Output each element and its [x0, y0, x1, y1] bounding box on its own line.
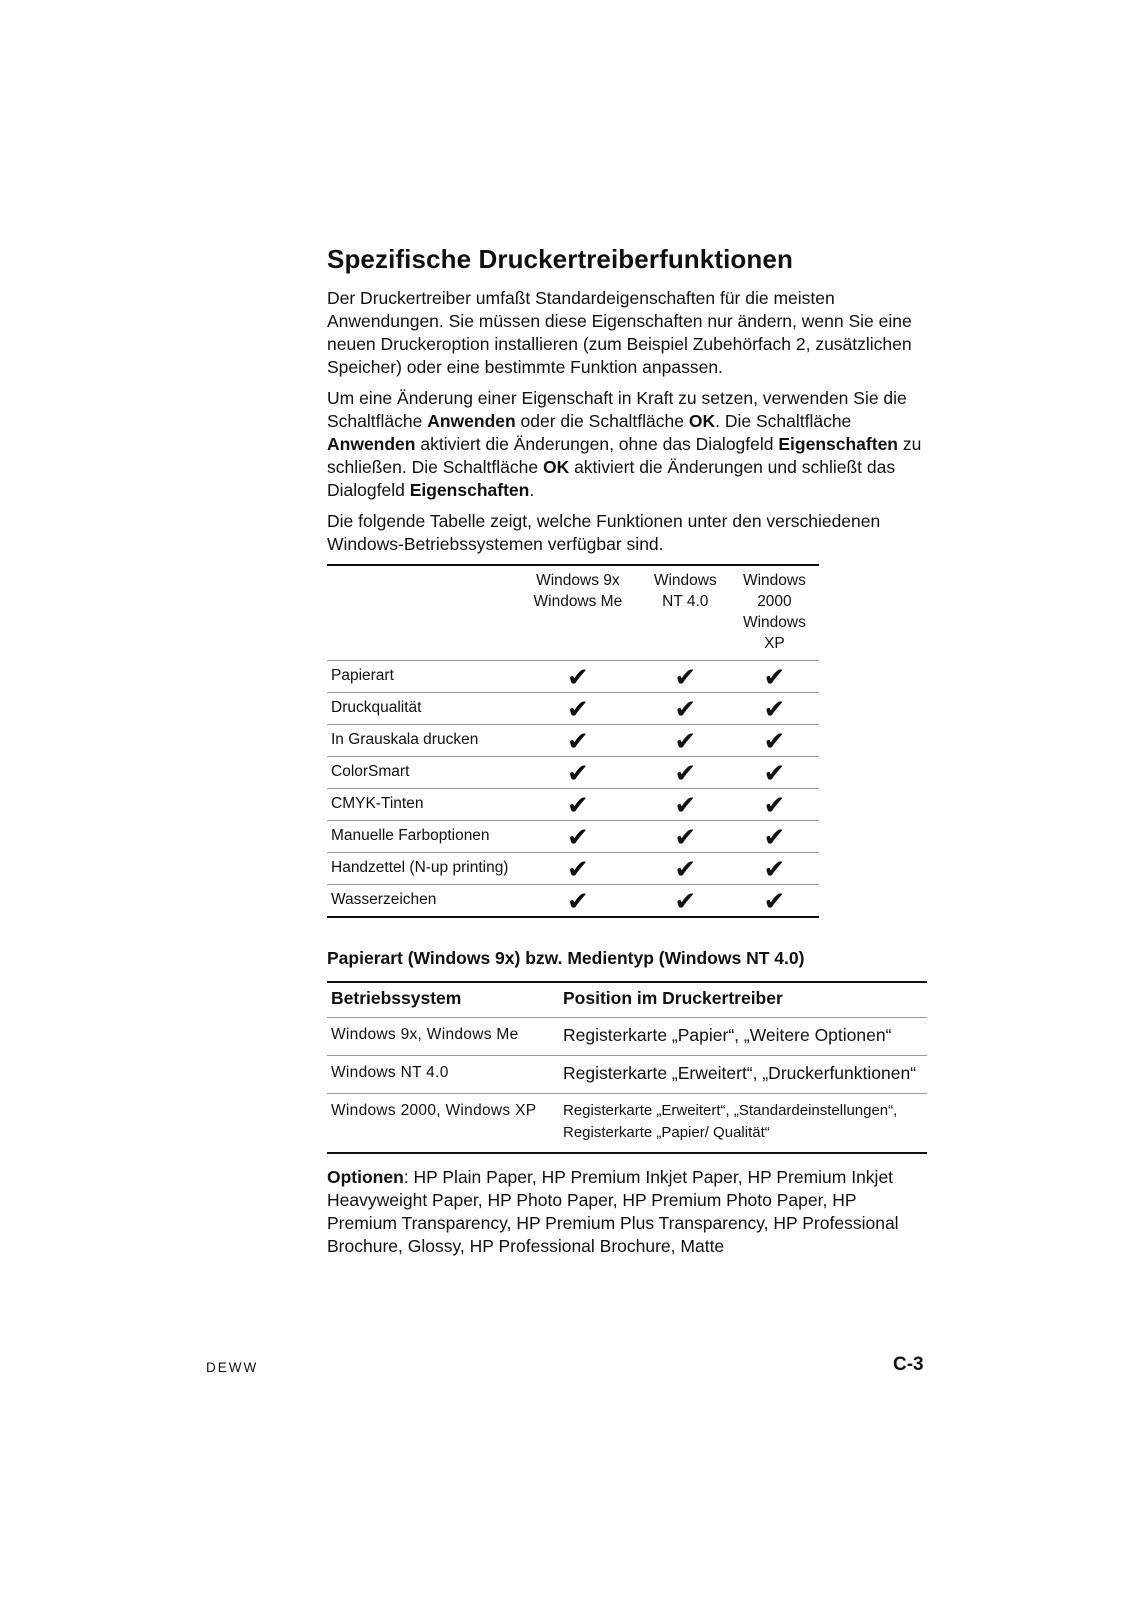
para-text: zu schließen. Die Schaltfläche — [327, 434, 922, 477]
table-row — [327, 1056, 927, 1094]
feature-name: Wasserzeichen — [327, 885, 515, 918]
check-icon: ✔ — [730, 821, 819, 853]
para-text: Um eine Änderung einer Eigenschaft in Kraft zu setzen, verwenden Sie die Schaltfläche — [327, 388, 907, 431]
check-icon: ✔ — [730, 693, 819, 725]
properties-term: Eigenschaften — [778, 434, 898, 454]
options-label: Optionen — [327, 1167, 404, 1187]
para-text: aktiviert die Änderungen und schließt das Dialogfeld — [327, 457, 896, 500]
check-icon: ✔ — [515, 693, 641, 725]
check-icon: ✔ — [641, 885, 730, 918]
page-content — [327, 244, 927, 1258]
check-icon: ✔ — [730, 757, 819, 789]
feature-name: CMYK-Tinten — [327, 789, 515, 821]
section-subheading: Papierart (Windows 9x) bzw. Medientyp (Windows NT 4.0) — [327, 948, 805, 968]
apply-term: Anwenden — [427, 411, 516, 431]
page-number: C-3 — [893, 1354, 924, 1375]
check-icon: ✔ — [641, 725, 730, 757]
check-icon: ✔ — [515, 853, 641, 885]
apply-term: Anwenden — [327, 434, 416, 454]
options-text: : HP Plain Paper, HP Premium Inkjet Paper, HP Premium Inkjet Heavyweight Paper, HP Photo Paper, HP Premium Photo Paper, HP Premium Transparency, HP Premium Plus Transparency, HP Professional Brochure, Glossy, HP Professional Brochure, Matte — [327, 1167, 899, 1256]
position-cell: Registerkarte „Erweitert“, „Standardeinstellungen“, Registerkarte „Papier/ Qualität“ — [559, 1094, 927, 1154]
location-table-header — [327, 982, 927, 1018]
check-icon: ✔ — [641, 661, 730, 693]
location-table — [327, 981, 927, 1154]
check-icon: ✔ — [730, 885, 819, 918]
check-icon: ✔ — [641, 693, 730, 725]
column-header-win2000-xp — [730, 565, 819, 661]
page-title: Spezifische Druckertreiberfunktionen — [327, 244, 793, 274]
para-text: . Die Schaltfläche — [715, 411, 852, 431]
check-icon: ✔ — [641, 757, 730, 789]
column-header-line: 2000 — [757, 593, 792, 610]
feature-name: Manuelle Farboptionen — [327, 821, 515, 853]
ok-term: OK — [542, 457, 570, 477]
feature-name: Papierart — [327, 661, 515, 693]
ok-term: OK — [688, 411, 716, 431]
table-row — [327, 789, 819, 821]
column-header-line: Windows — [742, 572, 806, 589]
column-header-line: Windows Me — [533, 593, 623, 610]
check-icon: ✔ — [730, 661, 819, 693]
check-icon: ✔ — [730, 789, 819, 821]
check-icon: ✔ — [641, 789, 730, 821]
feature-column-blank — [327, 565, 515, 661]
column-header-nt4 — [641, 565, 730, 661]
properties-term: Eigenschaften — [409, 480, 530, 500]
table-row — [327, 821, 819, 853]
os-cell: Windows NT 4.0 — [327, 1056, 559, 1094]
table-row — [327, 1094, 927, 1154]
feature-name: In Grauskala drucken — [327, 725, 515, 757]
position-cell: Registerkarte „Erweitert“, „Druckerfunktionen“ — [559, 1056, 927, 1094]
check-icon: ✔ — [730, 853, 819, 885]
column-header-line: NT 4.0 — [662, 593, 709, 610]
table-row — [327, 853, 819, 885]
column-header-line: Windows — [742, 614, 806, 631]
column-header-win9x — [515, 565, 641, 661]
feature-table — [327, 564, 819, 918]
feature-name: Druckqualität — [327, 693, 515, 725]
check-icon: ✔ — [515, 789, 641, 821]
para-text: . — [529, 480, 535, 500]
os-cell: Windows 9x, Windows Me — [327, 1018, 559, 1056]
check-icon: ✔ — [641, 853, 730, 885]
os-cell: Windows 2000, Windows XP — [327, 1094, 559, 1154]
table-row — [327, 693, 819, 725]
column-header-line: Windows — [653, 572, 717, 589]
footer-doc-code: DEWW — [206, 1360, 259, 1375]
check-icon: ✔ — [515, 725, 641, 757]
para-text: aktiviert die Änderungen, ohne das Dialogfeld — [415, 434, 779, 454]
column-header-line: Windows 9x — [536, 572, 620, 589]
feature-name: Handzettel (N-up printing) — [327, 853, 515, 885]
table-row — [327, 885, 819, 918]
column-header-line: XP — [764, 635, 785, 652]
check-icon: ✔ — [641, 821, 730, 853]
apply-paragraph — [327, 387, 927, 502]
check-icon: ✔ — [515, 661, 641, 693]
options-paragraph — [327, 1166, 927, 1258]
check-icon: ✔ — [515, 821, 641, 853]
feature-name: ColorSmart — [327, 757, 515, 789]
check-icon: ✔ — [730, 725, 819, 757]
table-row — [327, 1018, 927, 1056]
feature-table-header — [327, 565, 819, 661]
para-text: oder die Schaltfläche — [515, 411, 689, 431]
table-row — [327, 757, 819, 789]
intro-paragraph: Der Druckertreiber umfaßt Standardeigenschaften für die meisten Anwendungen. Sie müssen diese Eigenschaften nur ändern, wenn Sie eine neuen Druckeroption installieren (zum Beispiel Zubehörfach 2, zusätzlichen Speicher) oder eine bestimmte Funktion anpassen. — [327, 288, 912, 377]
column-header-os: Betriebssystem — [331, 988, 462, 1008]
check-icon: ✔ — [515, 757, 641, 789]
check-icon: ✔ — [515, 885, 641, 918]
column-header-position: Position im Druckertreiber — [563, 988, 783, 1008]
table-row — [327, 661, 819, 693]
table-intro-paragraph: Die folgende Tabelle zeigt, welche Funktionen unter den verschiedenen Windows-Betriebssystemen verfügbar sind. — [327, 511, 881, 554]
table-row — [327, 725, 819, 757]
position-cell: Registerkarte „Papier“, „Weitere Optionen“ — [559, 1018, 927, 1056]
